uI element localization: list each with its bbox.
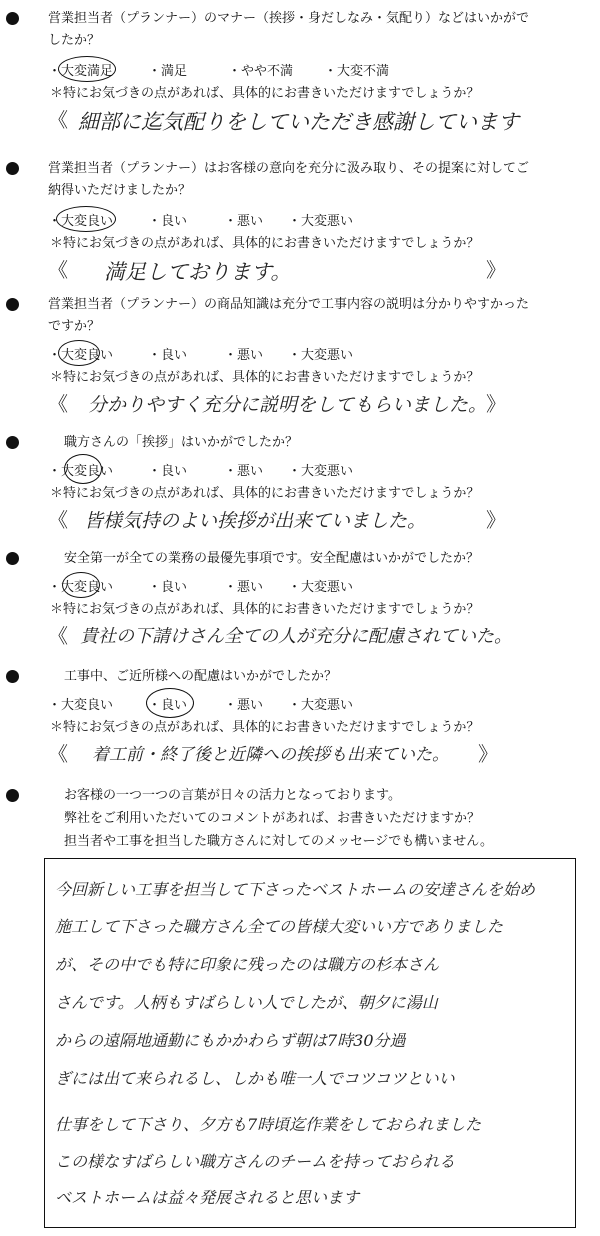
closing-line-3: 担当者や工事を担当した職方さんに対してのメッセージでも構いません。 [64, 834, 494, 849]
option-3[interactable]: ・悪い [224, 214, 264, 229]
comment-line-8: この様なすばらしい職方さんのチームを持っておられる [55, 1152, 456, 1171]
option-2[interactable]: ・良い [148, 348, 188, 363]
option-2[interactable]: ・良い [148, 214, 188, 229]
option-4[interactable]: ・大変悪い [288, 464, 354, 479]
answer-line [48, 504, 518, 536]
bullet-icon [6, 298, 19, 311]
question-text: 営業担当者（プランナー）のマナー（挨拶・身だしなみ・気配り）などはいかがで [48, 11, 530, 26]
answer-line [48, 104, 518, 136]
note-prompt: ＊特にお気づきの点があれば、具体的にお書きいただけますでしょうか？ [50, 86, 480, 101]
comment-line-5: からの遠隔地通勤にもかかわらず朝は7時30分過 [55, 1031, 406, 1050]
bracket-open: 《 [48, 258, 68, 282]
option-3[interactable]: ・やや不満 [228, 64, 294, 79]
bullet-icon [6, 12, 19, 25]
answer-line [48, 388, 518, 420]
bracket-open: 《 [48, 624, 68, 648]
option-1[interactable]: ・大変良い [48, 464, 114, 479]
handwritten-answer: 着工前・終了後と近隣への挨拶も出来ていた。 [92, 745, 449, 765]
bullet-icon [6, 436, 19, 449]
option-2[interactable]: ・良い [148, 464, 188, 479]
comment-line-7: 仕事をして下さり、夕方も7時頃迄作業をしておられました [55, 1115, 482, 1134]
bracket-open: 《 [48, 742, 68, 766]
note-prompt: ＊特にお気づきの点があれば、具体的にお書きいただけますでしょうか？ [50, 236, 480, 251]
option-1[interactable]: ・大変満足 [48, 64, 114, 79]
question-text-cont: したか？ [48, 33, 101, 48]
comment-line-2: 施工して下さった職方さん全ての皆様大変いい方でありました [55, 917, 504, 936]
comment-line-1: 今回新しい工事を担当して下さったベストホームの安達さんを始め [55, 880, 536, 899]
handwritten-answer: 分かりやすく充分に説明をしてもらいました。 [88, 394, 488, 416]
question-text: 営業担当者（プランナー）の商品知識は充分で工事内容の説明は分かりやすかった [48, 297, 530, 312]
closing-line-2: 弊社をご利用いただいてのコメントがあれば、お書きいただけますか？ [64, 811, 481, 826]
bracket-open: 《 [48, 108, 68, 132]
answer-line [48, 738, 518, 770]
bracket-close: 》 [478, 742, 498, 766]
option-1[interactable]: ・大変良い [48, 348, 114, 363]
comment-line-3: が、その中でも特に印象に残ったのは職方の杉本さん [55, 955, 440, 974]
option-3[interactable]: ・悪い [224, 698, 264, 713]
note-prompt: ＊特にお気づきの点があれば、具体的にお書きいただけますでしょうか？ [50, 370, 480, 385]
option-1[interactable]: ・大変良い [48, 698, 114, 713]
question-text: 営業担当者（プランナー）はお客様の意向を充分に汲み取り、その提案に対してご [48, 161, 530, 176]
comment-line-6: ぎには出て来られるし、しかも唯一人でコツコツといい [55, 1069, 455, 1088]
comment-box [44, 858, 576, 1228]
option-2[interactable]: ・良い [148, 698, 188, 713]
option-4[interactable]: ・大変悪い [288, 214, 354, 229]
option-4[interactable]: ・大変不満 [324, 64, 390, 79]
option-4[interactable]: ・大変悪い [288, 580, 354, 595]
note-prompt: ＊特にお気づきの点があれば、具体的にお書きいただけますでしょうか？ [50, 486, 480, 501]
handwritten-answer: 貴社の下請けさん全ての人が充分に配慮されていた。 [80, 626, 512, 647]
bracket-close: 》 [486, 258, 506, 282]
question-text-cont: 納得いただけましたか？ [48, 183, 192, 198]
bullet-icon [6, 789, 19, 802]
answer-line [48, 620, 548, 652]
handwritten-answer: 満足しております。 [104, 260, 292, 284]
option-3[interactable]: ・悪い [224, 464, 264, 479]
option-1[interactable]: ・大変良い [48, 214, 114, 229]
option-3[interactable]: ・悪い [224, 580, 264, 595]
option-4[interactable]: ・大変悪い [288, 698, 354, 713]
bracket-open: 《 [48, 508, 68, 532]
handwritten-answer: 細部に迄気配りをしていただき感謝しています [78, 110, 519, 134]
option-4[interactable]: ・大変悪い [288, 348, 354, 363]
option-3[interactable]: ・悪い [224, 348, 264, 363]
comment-line-9: ベストホームは益々発展されると思います [55, 1188, 360, 1207]
note-prompt: ＊特にお気づきの点があれば、具体的にお書きいただけますでしょうか？ [50, 720, 480, 735]
question-text: 安全第一が全ての業務の最優先事項です。安全配慮はいかがでしたか？ [64, 551, 479, 566]
comment-line-4: さんです。人柄もすばらしい人でしたが、朝夕に湯山 [55, 993, 438, 1012]
option-1[interactable]: ・大変良い [48, 580, 114, 595]
bracket-open: 《 [48, 392, 68, 416]
closing-line-1: お客様の一つ一つの言葉が日々の活力となっております。 [64, 788, 401, 803]
handwritten-answer: 皆様気持のよい挨拶が出来ていました。 [84, 510, 427, 532]
bracket-close: 》 [486, 508, 506, 532]
question-text: 職方さんの「挨拶」はいかがでしたか？ [64, 435, 299, 450]
question-text: 工事中、ご近所様への配慮はいかがでしたか？ [64, 669, 338, 684]
bullet-icon [6, 162, 19, 175]
option-2[interactable]: ・満足 [148, 64, 188, 79]
note-prompt: ＊特にお気づきの点があれば、具体的にお書きいただけますでしょうか？ [50, 602, 480, 617]
bullet-icon [6, 552, 19, 565]
answer-line [48, 254, 518, 286]
option-2[interactable]: ・良い [148, 580, 188, 595]
bracket-close: 》 [486, 392, 506, 416]
question-text-cont: ですか？ [48, 319, 101, 334]
bullet-icon [6, 670, 19, 683]
